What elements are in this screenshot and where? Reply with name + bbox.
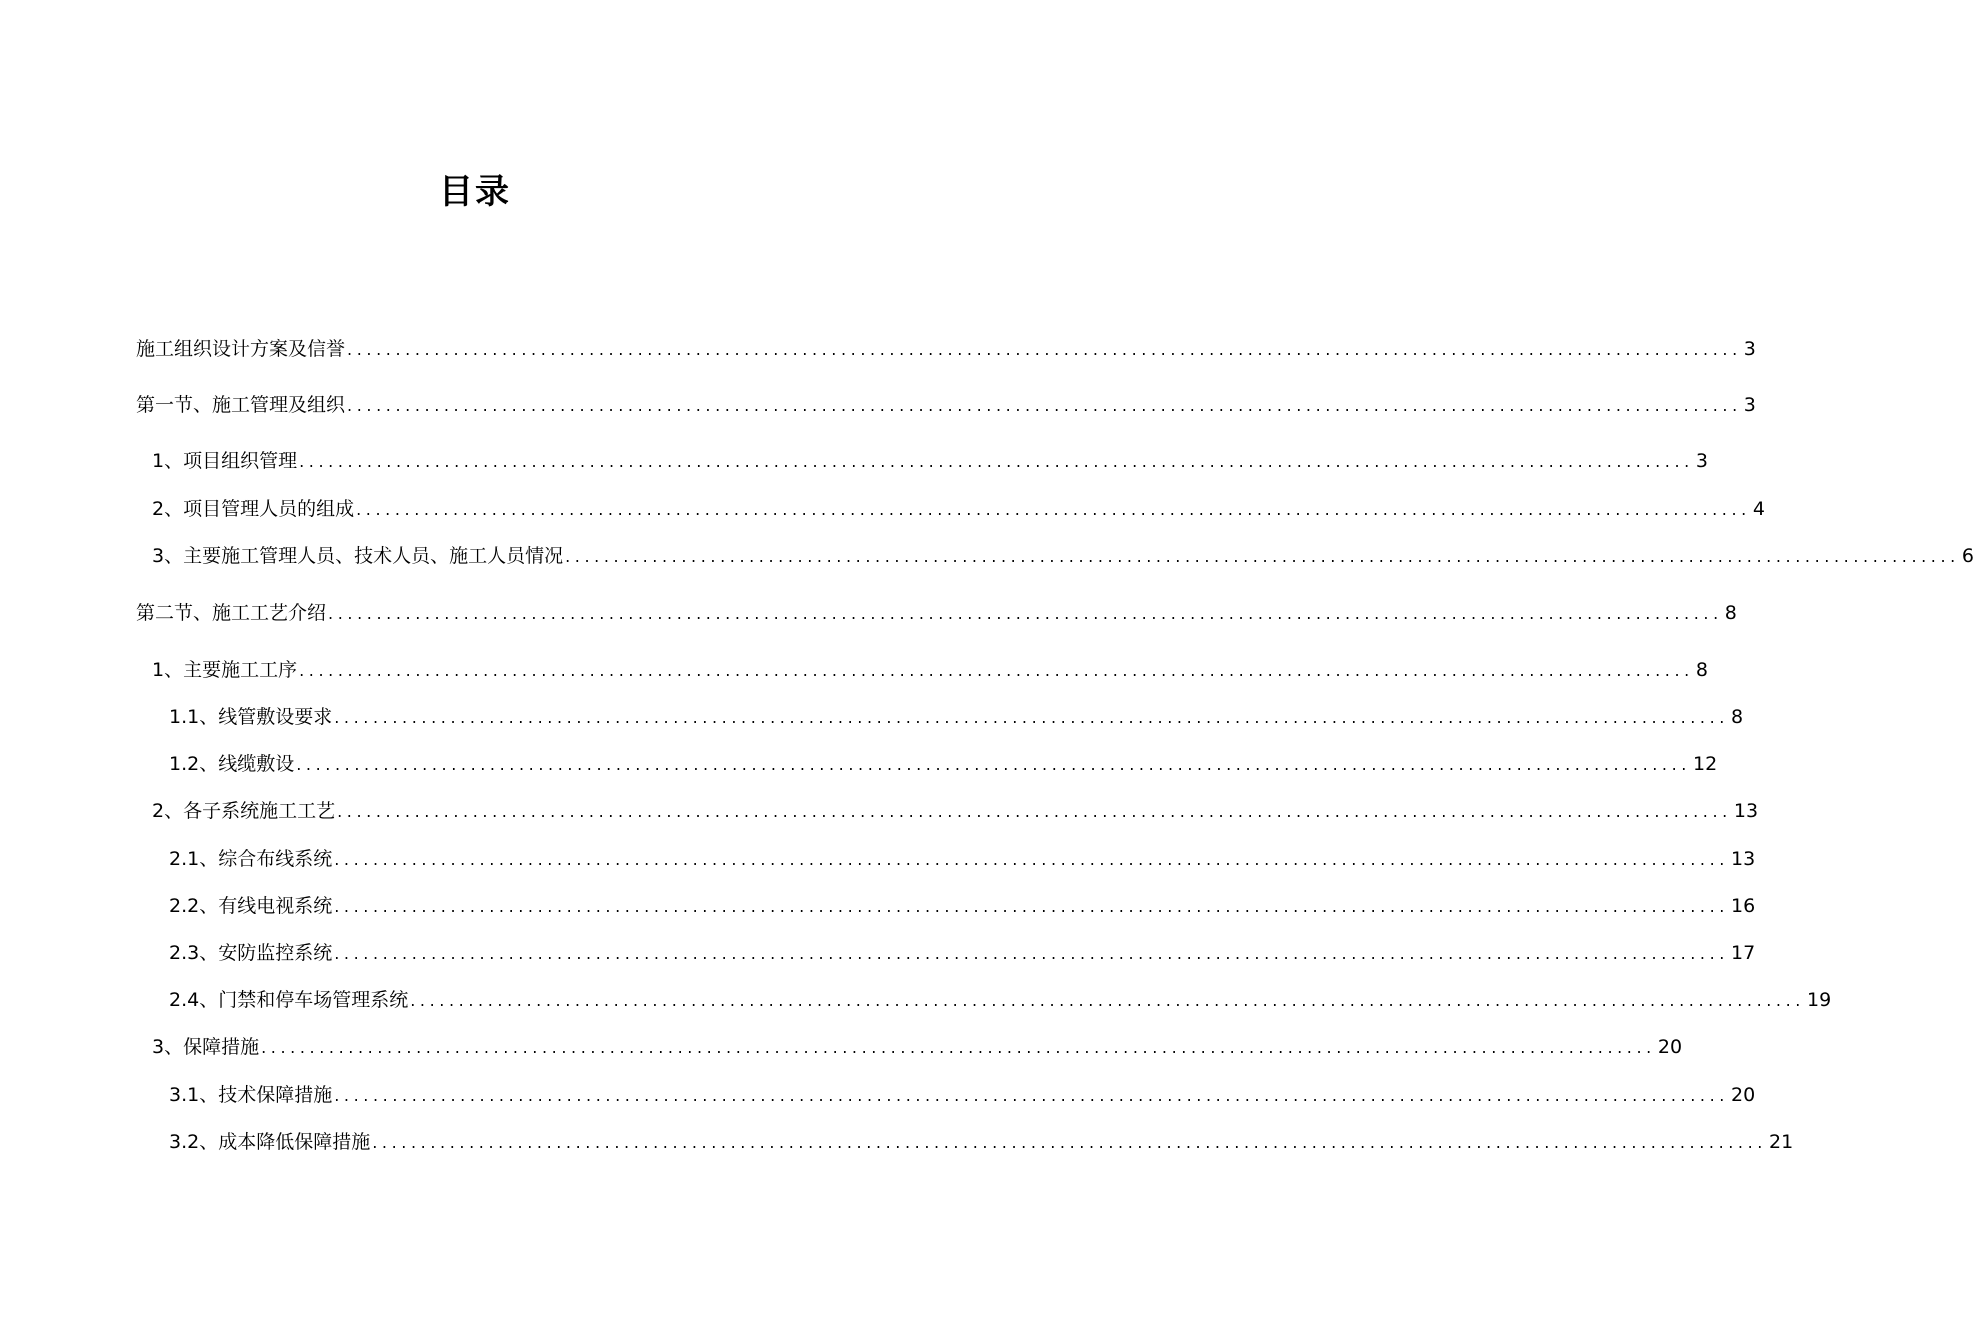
toc-page-number: 4 — [1752, 498, 1765, 520]
toc-dot-leader: ................................................................................................................................................ — [334, 944, 1729, 963]
toc-page-number: 16 — [1731, 895, 1756, 917]
toc-dot-leader: ................................................................................................................................................ — [334, 850, 1729, 869]
toc-dot-leader: ................................................................................................................................................ — [347, 340, 1742, 359]
toc-dot-leader: ................................................................................................................................................ — [334, 708, 1729, 727]
toc-dot-leader: ................................................................................................................................................ — [296, 755, 1691, 774]
toc-entry[interactable] — [152, 447, 1708, 475]
toc-page-number: 13 — [1733, 800, 1759, 822]
toc-entry-label: 1、项目组织管理 — [152, 450, 298, 472]
toc-dot-leader: ................................................................................................................................................ — [299, 452, 1694, 471]
toc-dot-leader: ................................................................................................................................................ — [337, 802, 1732, 821]
toc-page-number: 13 — [1731, 848, 1756, 870]
toc-dot-leader: ................................................................................................................................................ — [334, 1086, 1729, 1105]
toc-entry[interactable] — [169, 986, 1832, 1014]
toc-entry-label: 1、主要施工工序 — [152, 659, 298, 681]
toc-entry[interactable] — [169, 845, 1756, 873]
toc-page-number: 8 — [1695, 659, 1708, 681]
toc-entry-label: 2、项目管理人员的组成 — [152, 498, 355, 520]
toc-entry-label: 3.2、成本降低保障措施 — [169, 1131, 371, 1153]
page-title: 目录 — [439, 172, 511, 212]
toc-page-number: 8 — [1724, 602, 1737, 624]
toc-page-number: 3 — [1743, 338, 1756, 360]
toc-entry-label: 3.1、技术保障措施 — [169, 1084, 333, 1106]
toc-dot-leader: ................................................................................................................................................ — [372, 1133, 1767, 1152]
toc-entry[interactable] — [136, 335, 1756, 363]
toc-dot-leader: ................................................................................................................................................ — [261, 1038, 1656, 1057]
toc-entry-label: 1.2、线缆敷设 — [169, 753, 295, 775]
toc-entry[interactable] — [169, 1128, 1794, 1156]
toc-dot-leader: ................................................................................................................................................ — [410, 991, 1805, 1010]
toc-entry[interactable] — [169, 1081, 1756, 1109]
toc-entry[interactable] — [136, 599, 1737, 627]
toc-entry-label: 2.3、安防监控系统 — [169, 942, 333, 964]
toc-entry[interactable] — [136, 391, 1756, 419]
toc-dot-leader: ................................................................................................................................................ — [334, 897, 1729, 916]
toc-entry-label: 1.1、线管敷设要求 — [169, 706, 333, 728]
toc-entry[interactable] — [169, 892, 1756, 920]
toc-entry-label: 施工组织设计方案及信誉 — [136, 338, 346, 360]
toc-dot-leader: ................................................................................................................................................ — [347, 396, 1742, 415]
toc-entry[interactable] — [152, 656, 1708, 684]
toc-page-number: 19 — [1807, 989, 1832, 1011]
toc-page-number: 3 — [1743, 394, 1756, 416]
toc-entry[interactable] — [169, 750, 1718, 778]
toc-entry[interactable] — [152, 495, 1765, 523]
toc-dot-leader: ................................................................................................................................................ — [299, 661, 1694, 680]
toc-page-number: 8 — [1731, 706, 1744, 728]
toc-entry[interactable] — [169, 703, 1744, 731]
toc-entry[interactable] — [152, 797, 1759, 825]
toc-entry-label: 第一节、施工管理及组织 — [136, 394, 346, 416]
toc-entry[interactable] — [169, 939, 1756, 967]
toc-entry[interactable] — [152, 1033, 1683, 1061]
toc-page-number: 6 — [1961, 545, 1974, 567]
toc-entry-label: 3、保障措施 — [152, 1036, 260, 1058]
toc-page-number: 12 — [1693, 753, 1718, 775]
toc-entry-label: 2.2、有线电视系统 — [169, 895, 333, 917]
toc-page-number: 20 — [1731, 1084, 1756, 1106]
toc-page-number: 17 — [1731, 942, 1756, 964]
toc-dot-leader: ................................................................................................................................................ — [565, 547, 1960, 566]
toc-entry-label: 3、主要施工管理人员、技术人员、施工人员情况 — [152, 545, 564, 567]
toc-entry-label: 2.4、门禁和停车场管理系统 — [169, 989, 409, 1011]
toc-entry-label: 2.1、综合布线系统 — [169, 848, 333, 870]
toc-entry-label: 2、各子系统施工工艺 — [152, 800, 336, 822]
toc-page-number: 21 — [1769, 1131, 1794, 1153]
toc-page-number: 3 — [1695, 450, 1708, 472]
toc-entry[interactable] — [152, 542, 1974, 570]
toc-page-number: 20 — [1657, 1036, 1683, 1058]
toc-entry-label: 第二节、施工工艺介绍 — [136, 602, 327, 624]
toc-dot-leader: ................................................................................................................................................ — [356, 500, 1751, 519]
toc-dot-leader: ................................................................................................................................................ — [328, 604, 1723, 623]
